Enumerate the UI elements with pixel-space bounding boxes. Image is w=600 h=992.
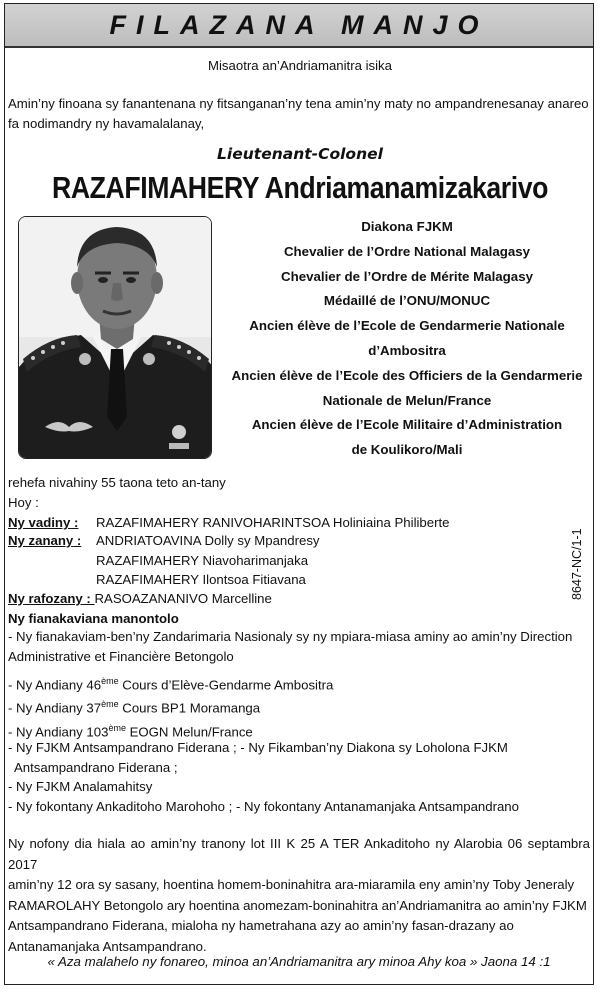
zanany-name: ANDRIATOAVINA Dolly sy Mpandresy bbox=[96, 533, 320, 548]
title-item: Chevalier de l’Ordre de Mérite Malagasy bbox=[280, 268, 533, 284]
fianakaviana-item: - Ny fianakaviam-ben’ny Zandarimaria Nasionaly sy ny mpiara-miasa aminy ao amin’ny Direction bbox=[8, 629, 573, 644]
zanany-row bbox=[8, 533, 320, 549]
fianakaviana-item bbox=[8, 720, 253, 740]
fianakaviana-item: - Ny FJKM Analamahitsy bbox=[8, 779, 153, 794]
item-text: - Ny Andiany 37 bbox=[8, 700, 102, 716]
rafozany-row bbox=[8, 591, 272, 607]
item-text: Cours d’Elève-Gendarme Ambositra bbox=[118, 677, 334, 693]
title-item: Médaillé de l’ONU/MONUC bbox=[323, 293, 491, 309]
reference-code: 8647-NC/1-1 bbox=[570, 528, 584, 600]
title-item: Ancien élève de l’Ecole Militaire d’Administration bbox=[251, 417, 563, 433]
zanany-name: RAZAFIMAHERY Niavoharimanjaka bbox=[96, 553, 309, 568]
item-superscript: ème bbox=[101, 676, 119, 686]
fianakaviana-item bbox=[8, 696, 260, 716]
burial-line: Ny nofony dia hiala ao amin’ny tranony lot III K 25 A TER Ankaditoho ny Alarobia 06 septambra 2017 bbox=[8, 836, 590, 872]
rafozany-separator: : bbox=[82, 591, 95, 606]
title-item: de Koulikoro/Mali bbox=[351, 442, 463, 458]
header-banner bbox=[5, 4, 593, 48]
greeting: Misaotra an’Andriamanitra isika bbox=[208, 58, 392, 73]
fianakaviana-item: - Ny FJKM Antsampandrano Fiderana ; - Ny Fikamban’ny Diakona sy Loholona FJKM bbox=[8, 740, 508, 755]
zanany-label: Ny zanany bbox=[8, 533, 74, 548]
item-text: - Ny Andiany 103 bbox=[8, 724, 109, 740]
burial-line: RAMAROLAHY Betongolo ary hoentina anomezam-boninahitra an’Andriamanitra ao amin’ny FJKM bbox=[8, 897, 587, 913]
header-title: FILAZANA MANJO bbox=[109, 9, 489, 40]
portrait-photo bbox=[18, 216, 212, 459]
deceased-name-wrap bbox=[8, 170, 592, 206]
item-text: - Ny Andiany 46 bbox=[8, 677, 102, 693]
title-item: Diakona FJKM bbox=[361, 219, 453, 234]
vadiny-label: Ny vadiny bbox=[8, 515, 71, 530]
item-text: EOGN Melun/France bbox=[125, 724, 253, 740]
rafozany-label: Ny rafozany bbox=[8, 591, 83, 606]
item-text: Cours BP1 Moramanga bbox=[118, 700, 261, 716]
fianakaviana-item: Administrative et Financière Betongolo bbox=[8, 649, 234, 664]
zanany-separator: : bbox=[73, 533, 82, 548]
intro-line-1: Amin’ny finoana sy fanantenana ny fitsanganan’ny tena amin’ny maty no ampandrenesanay anareo bbox=[8, 96, 589, 111]
burial-paragraph bbox=[8, 834, 590, 957]
title-item: Chevalier de l’Ordre National Malagasy bbox=[283, 243, 531, 259]
burial-line: Antsampandrano Fiderana, mialoha ny hametrahana azy ao amin’ny fasan-drazany ao bbox=[8, 918, 514, 933]
item-superscript: ème bbox=[108, 723, 126, 733]
vadiny-separator: : bbox=[70, 515, 79, 530]
burial-line: Antanamanjaka Antsampandrano. bbox=[8, 938, 207, 954]
hoy-line: Hoy : bbox=[8, 495, 39, 510]
fianakaviana-item bbox=[8, 673, 333, 693]
title-item: Nationale de Melun/France bbox=[322, 392, 492, 408]
title-item: d’Ambositra bbox=[368, 342, 446, 358]
portrait-illustration bbox=[19, 217, 212, 459]
age-line: rehefa nivahiny 55 taona teto an-tany bbox=[8, 475, 226, 490]
titles-block bbox=[222, 219, 592, 467]
fianakaviana-item: - Ny fokontany Ankaditoho Marohoho ; - Ny fokontany Antanamanjaka Antsampandrano bbox=[8, 799, 519, 814]
fianakaviana-heading: Ny fianakaviana manontolo bbox=[8, 611, 179, 626]
vadiny-name: RAZAFIMAHERY RANIVOHARINTSOA Holiniaina Philiberte bbox=[96, 515, 450, 530]
fianakaviana-item: Antsampandrano Fiderana ; bbox=[14, 760, 178, 775]
deceased-rank: Lieutenant-Colonel bbox=[217, 145, 383, 163]
zanany-name: RAZAFIMAHERY Ilontsoa Fitiavana bbox=[96, 572, 306, 587]
item-superscript: ème bbox=[101, 699, 119, 709]
vadiny-row bbox=[8, 515, 450, 531]
burial-line: amin’ny 12 ora sy sasany, hoentina homem-boninahitra ara-miaramila eny amin’ny Toby Jeneraly bbox=[8, 877, 575, 892]
intro-line-2: fa nodimandry ny havamalalanay, bbox=[8, 116, 205, 131]
title-item: Ancien élève de l’Ecole des Officiers de la Gendarmerie bbox=[231, 367, 583, 383]
title-item: Ancien élève de l’Ecole de Gendarmerie Nationale bbox=[249, 318, 565, 334]
closing-quote: « Aza malahelo ny fonareo, minoa an’Andriamanitra ary minoa Ahy koa » Jaona 14 :1 bbox=[47, 954, 551, 969]
rafozany-name: RASOAZANANIVO Marcelline bbox=[94, 591, 272, 606]
deceased-name: RAZAFIMAHERY Andriamanamizakarivo bbox=[52, 170, 548, 205]
